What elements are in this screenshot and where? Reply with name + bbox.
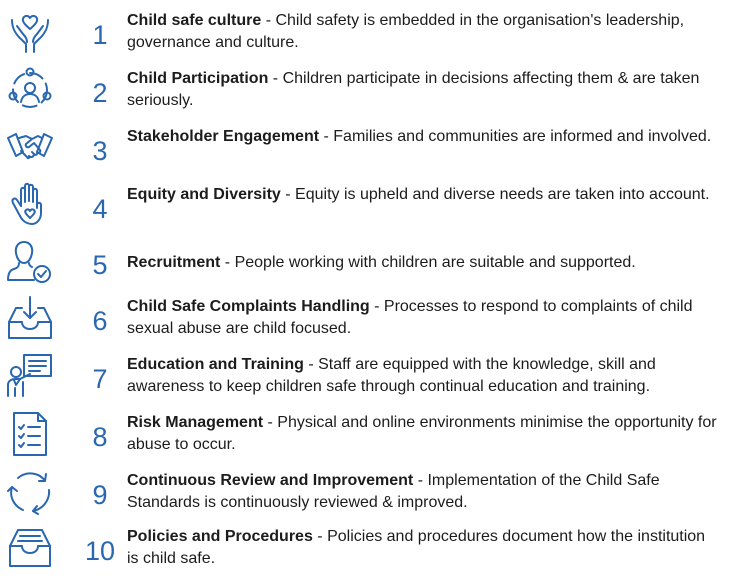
standard-text xyxy=(127,252,719,274)
standard-number: 9 xyxy=(92,480,108,510)
standard-title: Policies and Procedures xyxy=(127,528,313,545)
title-separator: - xyxy=(319,128,334,145)
standard-number: 3 xyxy=(92,136,108,166)
standard-description: Implementation of the Child Safe Standards is continuously reviewed & improved. xyxy=(127,472,660,511)
title-separator: - xyxy=(312,528,328,545)
standard-text xyxy=(127,526,719,570)
standard-number: 6 xyxy=(92,306,108,336)
standard-item-1 xyxy=(0,8,729,58)
refresh-cycle-icon xyxy=(6,468,54,516)
standard-title: Child safe culture xyxy=(127,12,262,29)
standard-title: Continuous Review and Improvement xyxy=(127,472,414,489)
standard-title: Equity and Diversity xyxy=(127,186,281,203)
standard-number: 4 xyxy=(92,194,108,224)
standard-text xyxy=(127,10,719,54)
standard-item-6 xyxy=(0,294,729,344)
title-separator: - xyxy=(261,12,276,29)
standard-title: Education and Training xyxy=(127,356,304,373)
standard-item-9 xyxy=(0,468,729,518)
standard-item-7 xyxy=(0,352,729,402)
inbox-download-icon xyxy=(6,294,54,342)
standard-title: Child Participation xyxy=(127,70,269,87)
standard-number: 8 xyxy=(92,422,108,452)
standard-text xyxy=(127,354,719,398)
standard-description: Child safety is embedded in the organisation's leadership, governance and culture. xyxy=(127,12,685,51)
standard-text xyxy=(127,184,719,206)
standard-number: 10 xyxy=(84,536,116,566)
standard-description: Children participate in decisions affecting them & are taken seriously. xyxy=(127,70,700,109)
standard-title: Stakeholder Engagement xyxy=(127,128,320,145)
standard-title: Recruitment xyxy=(127,254,221,271)
standard-item-8 xyxy=(0,410,729,460)
standard-text xyxy=(127,126,719,148)
standard-text xyxy=(127,68,719,112)
standard-item-10 xyxy=(0,524,729,574)
standard-text xyxy=(127,412,719,456)
standard-description: People working with children are suitable and supported. xyxy=(234,254,636,271)
hand-heart-icon xyxy=(6,182,54,230)
standard-item-5 xyxy=(0,238,729,288)
standard-text xyxy=(127,470,719,514)
standard-item-2 xyxy=(0,66,729,116)
standard-number: 7 xyxy=(92,364,108,394)
standard-description: Staff are equipped with the knowledge, skill and awareness to keep children safe through continual education and training. xyxy=(127,356,656,395)
standard-title: Child Safe Complaints Handling xyxy=(127,298,370,315)
title-separator: - xyxy=(220,254,235,271)
standard-number: 1 xyxy=(92,20,108,50)
title-separator: - xyxy=(413,472,428,489)
standard-item-4 xyxy=(0,182,729,232)
title-separator: - xyxy=(268,70,283,87)
standard-description: Equity is upheld and diverse needs are taken into account. xyxy=(295,186,710,203)
standard-item-3 xyxy=(0,124,729,174)
title-separator: - xyxy=(280,186,296,203)
handshake-icon xyxy=(6,124,54,172)
person-check-icon xyxy=(6,238,54,286)
standard-title: Risk Management xyxy=(127,414,264,431)
standard-description: Families and communities are informed and involved. xyxy=(333,128,712,145)
standard-number: 5 xyxy=(92,250,108,280)
standard-description: Physical and online environments minimise the opportunity for abuse to occur. xyxy=(127,414,717,453)
title-separator: - xyxy=(263,414,278,431)
inbox-tray-icon xyxy=(6,524,54,572)
standard-description: Processes to respond to complaints of child sexual abuse are child focused. xyxy=(127,298,693,337)
title-separator: - xyxy=(303,356,319,373)
heart-hands-icon xyxy=(6,8,54,56)
standard-number: 2 xyxy=(92,78,108,108)
standard-text xyxy=(127,296,719,340)
people-circle-icon xyxy=(6,66,54,114)
title-separator: - xyxy=(369,298,384,315)
checklist-icon xyxy=(6,410,54,458)
standard-description: Policies and procedures document how the institution is child safe. xyxy=(127,528,706,567)
presenter-board-icon xyxy=(6,352,54,400)
